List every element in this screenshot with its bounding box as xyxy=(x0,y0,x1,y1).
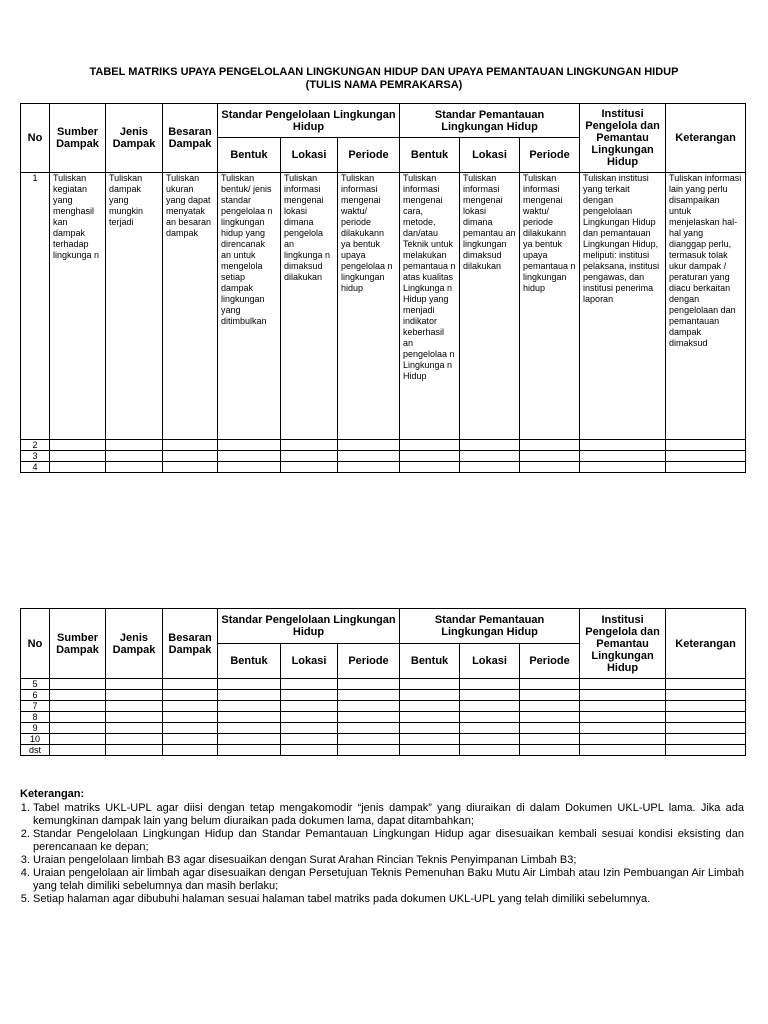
empty-cell xyxy=(460,690,520,701)
empty-cell xyxy=(338,462,400,473)
empty-cell xyxy=(50,734,106,745)
empty-cell xyxy=(163,723,218,734)
cell-pantau-periode: Tuliskan informasi mengenai waktu/ periode dilakukann ya bentuk upaya pemantaua n lingkungan hidup xyxy=(520,173,580,440)
empty-cell xyxy=(50,745,106,756)
empty-cell xyxy=(460,745,520,756)
header-keterangan: Keterangan xyxy=(666,609,746,679)
empty-cell xyxy=(218,679,281,690)
header-kelola-lokasi: Lokasi xyxy=(281,644,338,679)
cell-kelola-periode: Tuliskan informasi mengenai waktu/ periode dilakukann ya bentuk upaya pengelolaa n lingkungan hidup xyxy=(338,173,400,440)
header-standar-pemantauan: Standar Pemantauan Lingkungan Hidup xyxy=(400,609,580,644)
empty-cell xyxy=(50,712,106,723)
empty-cell xyxy=(163,690,218,701)
table-row xyxy=(21,690,746,701)
empty-cell xyxy=(520,451,580,462)
cell-keterangan: Tuliskan informasi lain yang perlu disampaikan untuk menjelaskan hal-hal yang dianggap perlu, termasuk tolak ukur dampak / peraturan yang diacu berkaitan dengan pengelolaan dan pemantauan dampak dimaksud xyxy=(666,173,746,440)
cell-no: 3 xyxy=(21,451,50,462)
empty-cell xyxy=(580,679,666,690)
empty-cell xyxy=(163,745,218,756)
cell-no: 9 xyxy=(21,723,50,734)
empty-cell xyxy=(338,723,400,734)
notes-heading: Keterangan: xyxy=(20,788,85,800)
empty-cell xyxy=(520,712,580,723)
header-pantau-periode: Periode xyxy=(520,644,580,679)
empty-cell xyxy=(338,690,400,701)
empty-cell xyxy=(338,701,400,712)
header-pantau-periode: Periode xyxy=(520,138,580,173)
table-row xyxy=(21,451,746,462)
empty-cell xyxy=(666,690,746,701)
empty-cell xyxy=(281,462,338,473)
table-row xyxy=(21,745,746,756)
empty-cell xyxy=(163,734,218,745)
empty-cell xyxy=(400,440,460,451)
empty-cell xyxy=(50,440,106,451)
table-row xyxy=(21,712,746,723)
empty-cell xyxy=(580,451,666,462)
header-standar-pemantauan: Standar Pemantauan Lingkungan Hidup xyxy=(400,104,580,138)
header-pantau-lokasi: Lokasi xyxy=(460,644,520,679)
header-kelola-bentuk: Bentuk xyxy=(218,138,281,173)
empty-cell xyxy=(400,679,460,690)
empty-cell xyxy=(666,745,746,756)
empty-cell xyxy=(666,451,746,462)
empty-cell xyxy=(281,451,338,462)
empty-cell xyxy=(666,701,746,712)
header-jenis-dampak: Jenis Dampak xyxy=(106,104,163,173)
header-kelola-periode: Periode xyxy=(338,138,400,173)
cell-sumber-dampak: Tuliskan kegiatan yang menghasil kan dampak terhadap lingkunga n xyxy=(50,173,106,440)
empty-cell xyxy=(520,679,580,690)
empty-cell xyxy=(400,745,460,756)
cell-pantau-lokasi: Tuliskan informasi mengenai lokasi dimana pemantau an lingkungan dimaksud dilakukan xyxy=(460,173,520,440)
cell-institusi: Tuliskan institusi yang terkait dengan pengelolaan Lingkungan Hidup dan pemantauan Lingkungan Hidup, meliputi: institusi pelaksana, institusi pengawas, dan institusi penerima laporan xyxy=(580,173,666,440)
cell-no: dst xyxy=(21,745,50,756)
empty-cell xyxy=(580,462,666,473)
title-line-1: TABEL MATRIKS UPAYA PENGELOLAAN LINGKUNGAN HIDUP DAN UPAYA PEMANTAUAN LINGKUNGAN HIDUP xyxy=(89,66,679,78)
empty-cell xyxy=(106,462,163,473)
header-institusi: Institusi Pengelola dan Pemantau Lingkungan Hidup xyxy=(580,104,666,173)
empty-cell xyxy=(400,734,460,745)
empty-cell xyxy=(218,712,281,723)
empty-cell xyxy=(400,701,460,712)
header-pantau-bentuk: Bentuk xyxy=(400,138,460,173)
empty-cell xyxy=(460,723,520,734)
empty-cell xyxy=(106,745,163,756)
cell-no: 6 xyxy=(21,690,50,701)
empty-cell xyxy=(460,451,520,462)
header-no: No xyxy=(21,609,50,679)
header-standar-pengelolaan: Standar Pengelolaan Lingkungan Hidup xyxy=(218,104,400,138)
empty-cell xyxy=(666,723,746,734)
table-row xyxy=(21,440,746,451)
empty-cell xyxy=(520,462,580,473)
empty-cell xyxy=(281,734,338,745)
empty-cell xyxy=(460,701,520,712)
empty-cell xyxy=(520,690,580,701)
cell-besaran-dampak: Tuliskan ukuran yang dapat menyatak an besaran dampak xyxy=(163,173,218,440)
cell-no: 2 xyxy=(21,440,50,451)
notes-list xyxy=(20,802,744,906)
empty-cell xyxy=(50,723,106,734)
empty-cell xyxy=(580,712,666,723)
cell-pantau-bentuk: Tuliskan informasi mengenai cara, metode, dan/atau Teknik untuk melakukan pemantaua n atas kualitas Lingkunga n Hidup yang menjadi indikator keberhasil an pengelolaa n Lingkunga n Hidup xyxy=(400,173,460,440)
empty-cell xyxy=(338,451,400,462)
empty-cell xyxy=(163,712,218,723)
empty-cell xyxy=(50,690,106,701)
matrix-table-2 xyxy=(20,608,746,756)
notes-section xyxy=(20,788,744,906)
empty-cell xyxy=(460,462,520,473)
empty-cell xyxy=(106,440,163,451)
header-standar-pengelolaan: Standar Pengelolaan Lingkungan Hidup xyxy=(218,609,400,644)
empty-cell xyxy=(218,451,281,462)
empty-cell xyxy=(50,701,106,712)
header-keterangan: Keterangan xyxy=(666,104,746,173)
header-besaran-dampak: Besaran Dampak xyxy=(163,104,218,173)
table-row xyxy=(21,173,746,440)
header-pantau-bentuk: Bentuk xyxy=(400,644,460,679)
note-item: 3. Uraian pengelolaan limbah B3 agar disesuaikan dengan Surat Arahan Rincian Teknis Penyimpanan Limbah B3; xyxy=(33,854,744,867)
matrix-table-1 xyxy=(20,103,746,473)
empty-cell xyxy=(580,690,666,701)
note-item: 4. Uraian pengelolaan air limbah agar disesuaikan dengan Persetujuan Teknis Pemenuhan Baku Mutu Air Limbah atau Izin Pembuangan Air Limbah yang telah dimiliki sebelumnya dan masih berlaku; xyxy=(33,867,744,893)
empty-cell xyxy=(281,712,338,723)
cell-no: 4 xyxy=(21,462,50,473)
empty-cell xyxy=(50,679,106,690)
empty-cell xyxy=(520,745,580,756)
empty-cell xyxy=(666,679,746,690)
empty-cell xyxy=(106,679,163,690)
empty-cell xyxy=(218,723,281,734)
empty-cell xyxy=(580,723,666,734)
empty-cell xyxy=(338,734,400,745)
empty-cell xyxy=(218,701,281,712)
empty-cell xyxy=(338,440,400,451)
cell-no: 7 xyxy=(21,701,50,712)
empty-cell xyxy=(338,679,400,690)
header-institusi: Institusi Pengelola dan Pemantau Lingkungan Hidup xyxy=(580,609,666,679)
empty-cell xyxy=(281,440,338,451)
empty-cell xyxy=(666,462,746,473)
header-besaran-dampak: Besaran Dampak xyxy=(163,609,218,679)
empty-cell xyxy=(400,451,460,462)
empty-cell xyxy=(106,701,163,712)
empty-cell xyxy=(338,712,400,723)
empty-cell xyxy=(50,462,106,473)
cell-kelola-lokasi: Tuliskan informasi mengenai lokasi dimana pengelola an lingkunga n dimaksud dilakukan xyxy=(281,173,338,440)
cell-no: 10 xyxy=(21,734,50,745)
empty-cell xyxy=(163,462,218,473)
empty-cell xyxy=(580,745,666,756)
empty-cell xyxy=(281,745,338,756)
empty-cell xyxy=(580,734,666,745)
table-row xyxy=(21,679,746,690)
document-title xyxy=(20,66,748,92)
header-kelola-periode: Periode xyxy=(338,644,400,679)
empty-cell xyxy=(666,712,746,723)
header-kelola-bentuk: Bentuk xyxy=(218,644,281,679)
empty-cell xyxy=(106,451,163,462)
empty-cell xyxy=(400,723,460,734)
cell-no: 1 xyxy=(21,173,50,440)
empty-cell xyxy=(666,734,746,745)
empty-cell xyxy=(50,451,106,462)
empty-cell xyxy=(520,734,580,745)
empty-cell xyxy=(106,712,163,723)
note-item: 2. Standar Pengelolaan Lingkungan Hidup dan Standar Pemantauan Lingkungan Hidup agar disesuaikan kembali sesuai kondisi eksisting dan perencanaan ke depan; xyxy=(33,828,744,854)
empty-cell xyxy=(163,451,218,462)
empty-cell xyxy=(106,723,163,734)
empty-cell xyxy=(460,734,520,745)
header-pantau-lokasi: Lokasi xyxy=(460,138,520,173)
empty-cell xyxy=(400,462,460,473)
empty-cell xyxy=(460,679,520,690)
header-sumber-dampak: Sumber Dampak xyxy=(50,609,106,679)
empty-cell xyxy=(520,440,580,451)
empty-cell xyxy=(218,734,281,745)
note-item: 5. Setiap halaman agar dibubuhi halaman sesuai halaman tabel matriks pada dokumen UKL-UPL yang telah dimiliki sebelumnya. xyxy=(33,893,744,906)
table-row xyxy=(21,462,746,473)
empty-cell xyxy=(400,712,460,723)
empty-cell xyxy=(281,679,338,690)
empty-cell xyxy=(218,462,281,473)
empty-cell xyxy=(163,679,218,690)
header-kelola-lokasi: Lokasi xyxy=(281,138,338,173)
empty-cell xyxy=(281,690,338,701)
empty-cell xyxy=(218,745,281,756)
header-sumber-dampak: Sumber Dampak xyxy=(50,104,106,173)
empty-cell xyxy=(460,712,520,723)
empty-cell xyxy=(520,723,580,734)
empty-cell xyxy=(106,734,163,745)
table-row xyxy=(21,701,746,712)
empty-cell xyxy=(106,690,163,701)
note-item: 1. Tabel matriks UKL-UPL agar diisi dengan tetap mengakomodir “jenis dampak” yang diuraikan di dalam Dokumen UKL-UPL lama. Jika ada kemungkinan dampak lain yang belum diuraikan pada dokumen lama, dapat ditambahkan; xyxy=(33,802,744,828)
empty-cell xyxy=(580,701,666,712)
empty-cell xyxy=(400,690,460,701)
cell-no: 5 xyxy=(21,679,50,690)
empty-cell xyxy=(580,440,666,451)
empty-cell xyxy=(281,701,338,712)
empty-cell xyxy=(163,701,218,712)
cell-jenis-dampak: Tuliskan dampak yang mungkin terjadi xyxy=(106,173,163,440)
cell-kelola-bentuk: Tuliskan bentuk/ jenis standar pengelolaa n lingkungan hidup yang direncanak an untuk mengelola setiap dampak lingkungan yang ditimbulkan xyxy=(218,173,281,440)
cell-no: 8 xyxy=(21,712,50,723)
empty-cell xyxy=(281,723,338,734)
empty-cell xyxy=(460,440,520,451)
empty-cell xyxy=(338,745,400,756)
empty-cell xyxy=(218,440,281,451)
header-no: No xyxy=(21,104,50,173)
table-row xyxy=(21,723,746,734)
table-row xyxy=(21,734,746,745)
title-line-2: (TULIS NAMA PEMRAKARSA) xyxy=(305,79,463,91)
empty-cell xyxy=(163,440,218,451)
empty-cell xyxy=(218,690,281,701)
empty-cell xyxy=(520,701,580,712)
header-jenis-dampak: Jenis Dampak xyxy=(106,609,163,679)
empty-cell xyxy=(666,440,746,451)
